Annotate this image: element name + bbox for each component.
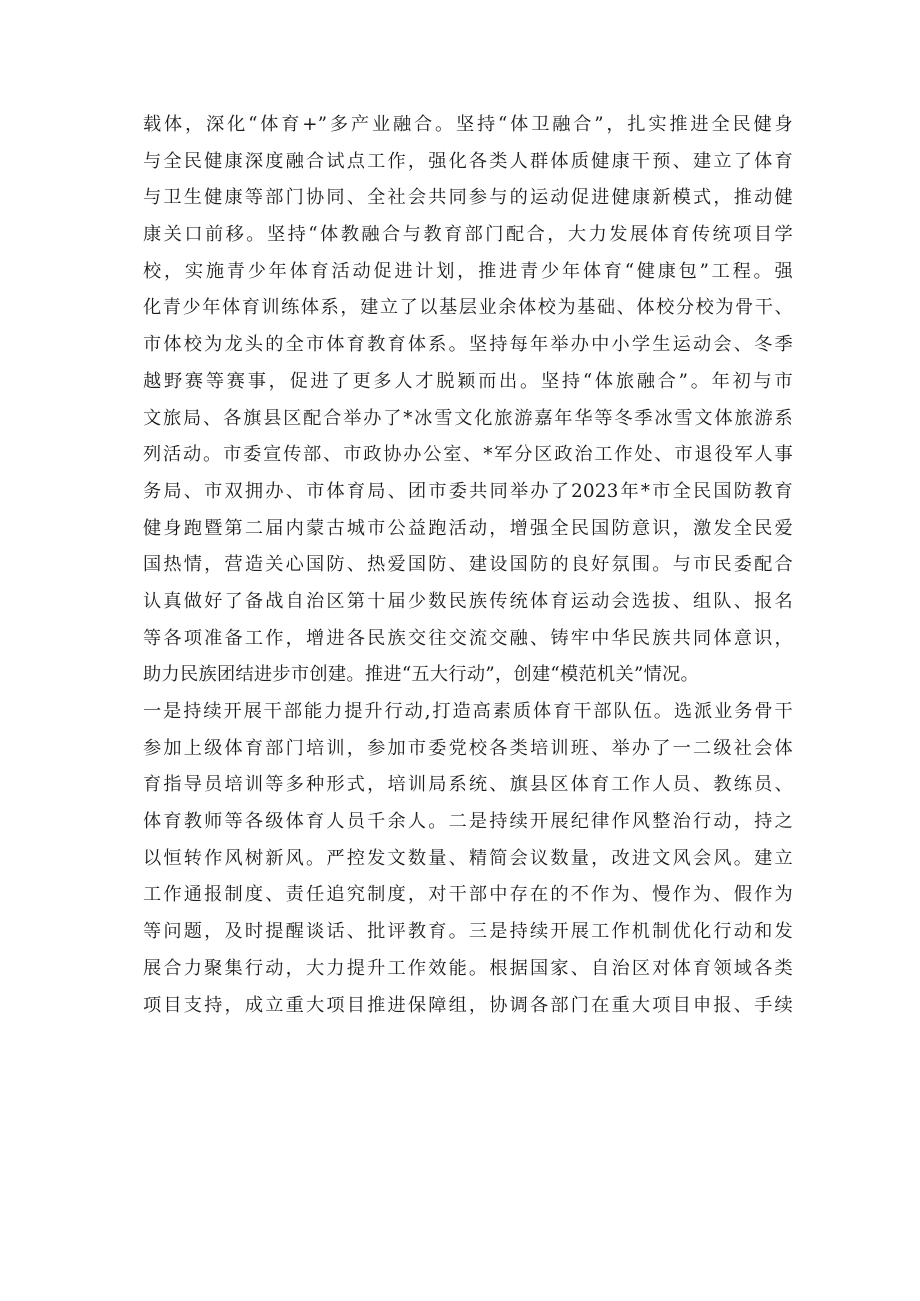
text-line: 市体校为龙头的全市体育教育体系。坚持每年举办中小学生运动会、冬季 — [143, 334, 793, 356]
text-line: 校，实施青少年体育活动促进计划，推进青少年体育“健康包”工程。强 — [143, 260, 793, 282]
body-text — [143, 107, 793, 1024]
text-line: 务局、市双拥办、市体育局、团市委共同举办了2023年*市全民国防教育 — [143, 480, 793, 502]
text-line: 等各项准备工作，增进各民族交往交流交融、铸牢中华民族共同体意识， — [143, 627, 793, 649]
text-line: 体育教师等各级体育人员千余人。二是持续开展纪律作风整治行动，持之 — [143, 811, 793, 833]
text-line: 参加上级体育部门培训，参加市委党校各类培训班、举办了一二级社会体 — [143, 737, 793, 759]
text-line: 与全民健康深度融合试点工作，强化各类人群体质健康干预、建立了体育 — [143, 150, 793, 172]
text-line: 列活动。市委宣传部、市政协办公室、*军分区政治工作处、市退役军人事 — [143, 444, 793, 466]
text-line: 以恒转作风树新风。严控发文数量、精简会议数量，改进文风会风。建立 — [143, 847, 793, 869]
text-line: 育指导员培训等多种形式，培训局系统、旗县区体育工作人员、教练员、 — [143, 774, 793, 796]
text-line: 化青少年体育训练体系，建立了以基层业余体校为基础、体校分校为骨干、 — [143, 297, 793, 319]
text-line: 展合力聚集行动，大力提升工作效能。根据国家、自治区对体育领域各类 — [143, 957, 793, 979]
text-line: 康关口前移。坚持“体教融合与教育部门配合，大力发展体育传统项目学 — [143, 224, 793, 246]
text-line: 等问题，及时提醒谈话、批评教育。三是持续开展工作机制优化行动和发 — [143, 921, 793, 943]
text-line: 一是持续开展干部能力提升行动,打造高素质体育干部队伍。选派业务骨干 — [143, 701, 793, 722]
text-line: 越野赛等赛事，促进了更多人才脱颖而出。坚持“体旅融合”。年初与市 — [143, 370, 793, 392]
text-line: 认真做好了备战自治区第十届少数民族传统体育运动会选拔、组队、报名 — [143, 590, 793, 612]
text-line: 载体，深化“体育+”多产业融合。坚持“体卫融合”，扎实推进全民健身 — [143, 114, 793, 135]
text-line: 助力民族团结进步市创建。推进“五大行动”，创建“模范机关”情况。 — [143, 664, 700, 686]
text-line: 项目支持，成立重大项目推进保障组，协调各部门在重大项目申报、手续 — [143, 994, 793, 1016]
text-line: 与卫生健康等部门协同、全社会共同参与的运动促进健康新模式，推动健 — [143, 187, 793, 209]
text-line: 工作通报制度、责任追究制度，对干部中存在的不作为、慢作为、假作为 — [143, 884, 793, 906]
text-line: 国热情，营造关心国防、热爱国防、建设国防的良好氛围。与市民委配合 — [143, 554, 793, 576]
text-line: 健身跑暨第二届内蒙古城市公益跑活动，增强全民国防意识，激发全民爱 — [143, 517, 793, 539]
text-line: 文旅局、各旗县区配合举办了*冰雪文化旅游嘉年华等冬季冰雪文体旅游系 — [143, 407, 793, 429]
